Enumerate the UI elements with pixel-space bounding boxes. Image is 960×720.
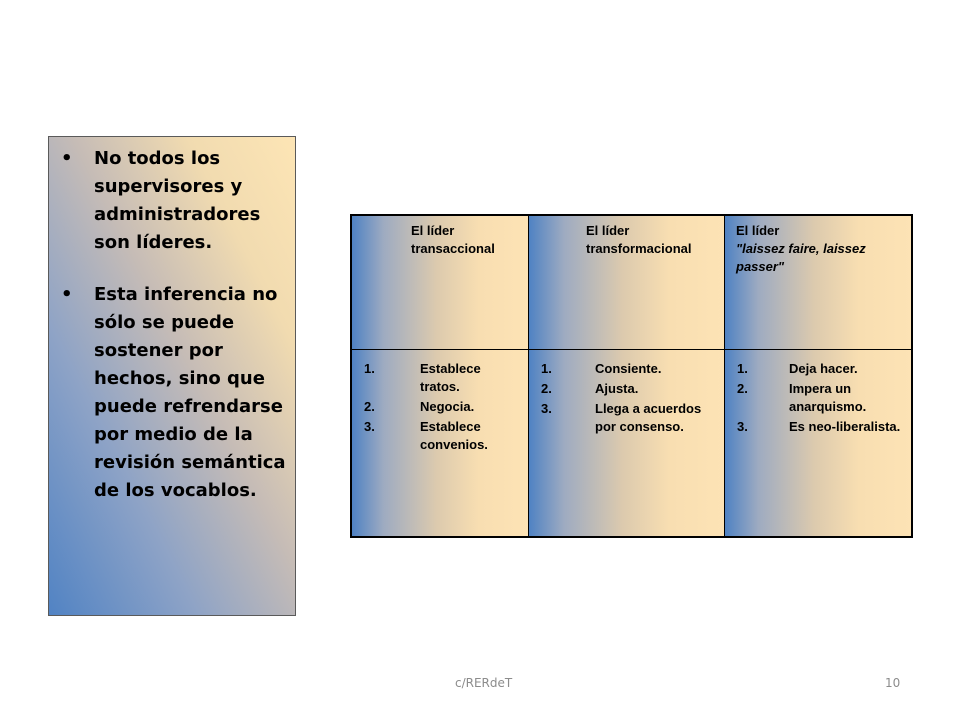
- header-line: El líder: [586, 223, 630, 238]
- header-line: transaccional: [411, 241, 495, 256]
- item-text: Establece convenios.: [420, 419, 488, 452]
- header-transformacional: [529, 216, 725, 350]
- item-number: 1.: [541, 361, 552, 376]
- column-laissez-faire: [725, 350, 911, 536]
- bullet-dot: •: [61, 148, 73, 169]
- footer-credit: c/RERdeT: [455, 676, 513, 690]
- item-list: [529, 350, 724, 436]
- header-laissez-faire: [725, 216, 911, 350]
- bullet-text: Esta inferencia no sólo se puede sostener por hechos, sino que puede refrendarse por medio de la revisión semántica de los vocablos.: [94, 284, 286, 501]
- list-item: [725, 360, 901, 378]
- item-text: Llega a acuerdos por consenso.: [595, 401, 702, 434]
- item-number: 2.: [541, 381, 552, 396]
- item-list: [352, 350, 528, 454]
- item-list: [725, 350, 911, 436]
- list-item: [352, 360, 518, 396]
- header-line: El líder: [736, 223, 780, 238]
- item-text: Impera un anarquismo.: [789, 381, 867, 414]
- item-text: Establece tratos.: [420, 361, 481, 394]
- bullet-item: [49, 145, 295, 257]
- bullet-dot: •: [61, 284, 73, 305]
- item-text: Es neo-liberalista.: [789, 419, 901, 434]
- list-item: [725, 380, 901, 416]
- header-line: transformacional: [586, 241, 692, 256]
- item-number: 3.: [364, 419, 375, 434]
- bullet-text: No todos los supervisores y administradores son líderes.: [94, 148, 261, 253]
- header-line: "laissez faire, laissez passer": [736, 241, 866, 274]
- page-number: 10: [885, 676, 901, 690]
- bullet-item: [49, 281, 295, 505]
- header-line: El líder: [411, 223, 455, 238]
- item-text: Deja hacer.: [789, 361, 858, 376]
- bullet-list: [49, 145, 295, 529]
- item-number: 2.: [364, 399, 375, 414]
- column-transformacional: [529, 350, 725, 536]
- list-item: [529, 400, 714, 436]
- list-item: [725, 418, 901, 436]
- list-item: [352, 398, 518, 416]
- item-number: 1.: [737, 361, 748, 376]
- item-text: Consiente.: [595, 361, 662, 376]
- item-number: 1.: [364, 361, 375, 376]
- list-item: [529, 360, 714, 378]
- text-box: [48, 136, 296, 616]
- column-transaccional: [352, 350, 529, 536]
- item-number: 2.: [737, 381, 748, 396]
- item-text: Negocia.: [420, 399, 475, 414]
- leader-comparison-table: [350, 214, 913, 538]
- list-item: [352, 418, 518, 454]
- item-text: Ajusta.: [595, 381, 639, 396]
- item-number: 3.: [737, 419, 748, 434]
- header-transaccional: [352, 216, 529, 350]
- list-item: [529, 380, 714, 398]
- item-number: 3.: [541, 401, 552, 416]
